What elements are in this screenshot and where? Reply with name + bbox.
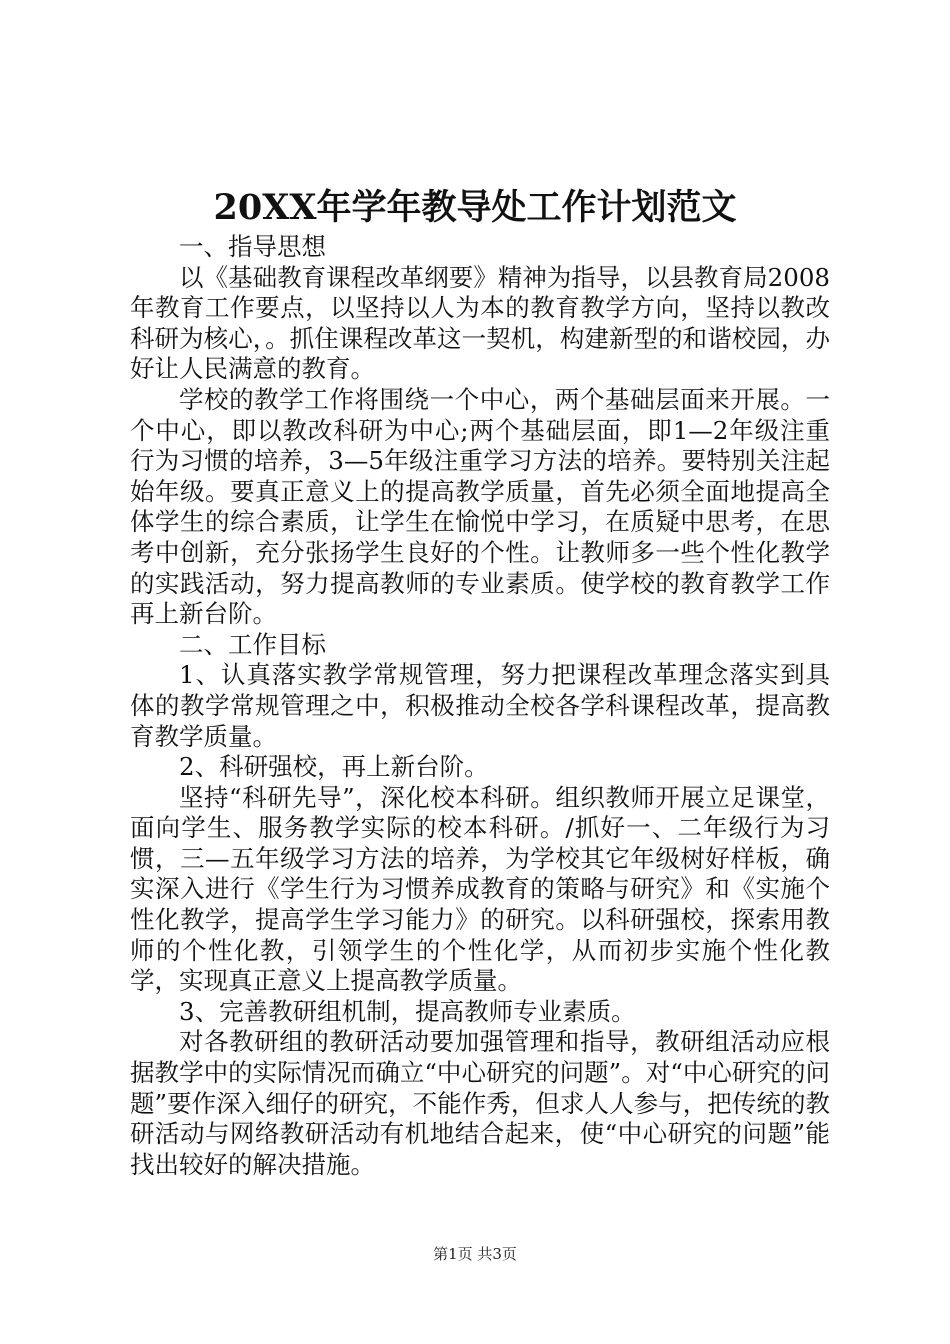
body-paragraph: 学校的教学工作将围绕一个中心，两个基础层面来开展。一个中心，即以教改科研为中心;两个基础层面，即1—2年级注重行为习惯的培养，3—5年级注重学习方法的培养。要特别关注起始年级。要真正意义上的提高教学质量，首先必须全面地提高全体学生的综合素质，让学生在愉悦中学习，在质疑中思考，在思考中创新，充分张扬学生良好的个性。让教师多一些个性化教学的实践活动，努力提高教师的专业素质。使学校的教育教学工作再上新台阶。 bbox=[130, 384, 830, 629]
section-heading: 二、工作目标 bbox=[179, 629, 326, 659]
section-heading: 一、指导思想 bbox=[179, 232, 326, 261]
page-footer: 第1页 共3页 bbox=[433, 1245, 517, 1263]
document-title: 20XX年学年教导处工作计划范文 bbox=[213, 187, 737, 228]
body-paragraph: 以《基础教育课程改革纲要》精神为指导，以县教育局2008年教育工作要点，以坚持以人为本的教育教学方向，坚持以教改科研为核心，。抓住课程改革这一契机，构建新型的和谐校园，办好让人民满意的教育。 bbox=[130, 262, 830, 384]
body-paragraph: 1、认真落实教学常规管理，努力把课程改革理念落实到具体的教学常规管理之中，积极推动全校各学科课程改革，提高教育教学质量。 bbox=[130, 660, 830, 751]
body-paragraph: 3、完善教研组机制，提高教师专业素质。 bbox=[179, 996, 636, 1026]
body-paragraph: 坚持“科研先导”，深化校本科研。组织教师开展立足课堂，面向学生、服务教学实际的校本科研。/抓好一、二年级行为习惯，三—五年级学习方法的培养，为学校其它年级树好样板，确实深入进行《学生行为习惯养成教育的策略与研究》和《实施个性化教学，提高学生学习能力》的研究。以科研强校，探索用教师的个性化教，引领学生的个性化学，从而初步实施个性化教学，实现真正意义上提高教学质量。 bbox=[130, 782, 830, 996]
body-paragraph: 2、科研强校，再上新台阶。 bbox=[179, 752, 489, 782]
body-paragraph: 对各教研组的教研活动要加强管理和指导，教研组活动应根据教学中的实际情况而确立“中心研究的问题”。对“中心研究的问题”要作深入细仔的研究，不能作秀，但求人人参与，把传统的教研活动与网络教研活动有机地结合起来，使“中心研究的问题”能找出较好的解决措施。 bbox=[130, 1027, 830, 1179]
document-body bbox=[130, 232, 830, 1180]
